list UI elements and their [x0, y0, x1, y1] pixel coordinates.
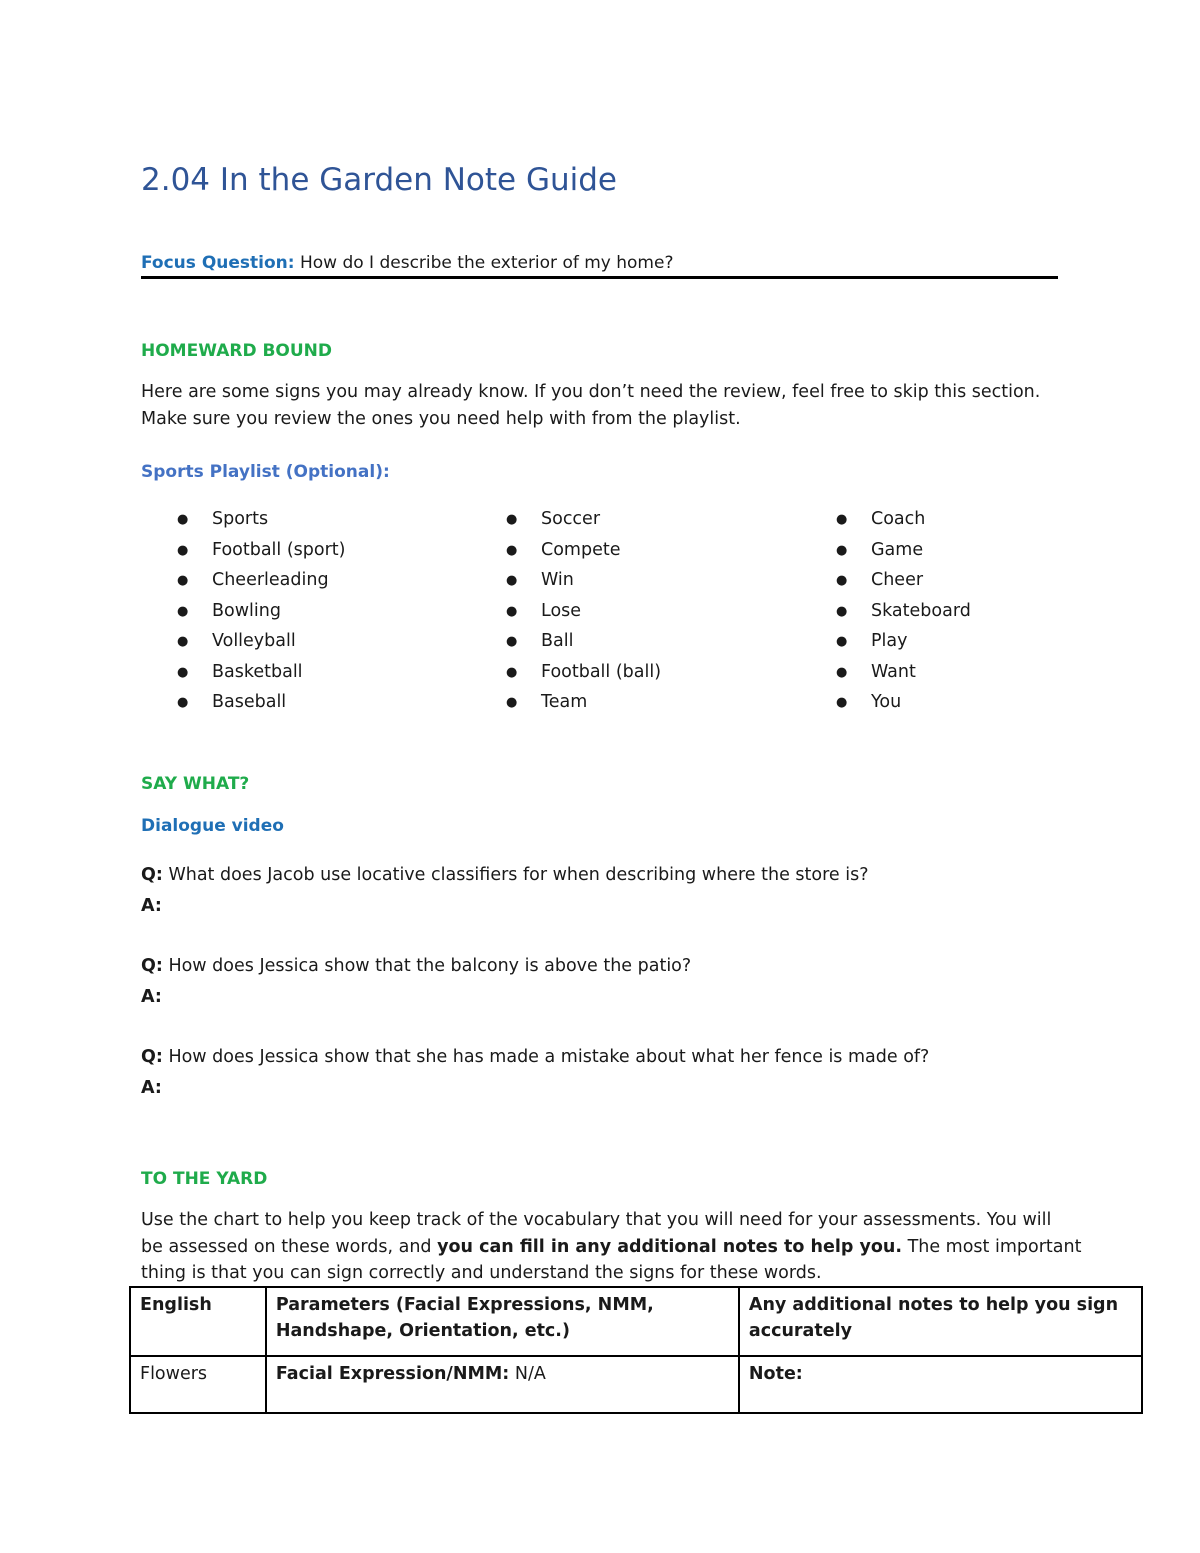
list-item: ● Soccer [506, 509, 601, 529]
answer-label: A: [141, 987, 162, 1007]
bullet-icon: ● [836, 695, 848, 710]
bullet-icon: ● [836, 512, 848, 527]
list-item: ● Baseball [177, 692, 287, 712]
answer-label: A: [141, 896, 162, 916]
bullet-icon: ● [177, 634, 189, 649]
focus-question-text: How do I describe the exterior of my home? [294, 253, 674, 273]
bullet-icon: ● [177, 664, 189, 680]
question-label: Q: [141, 1047, 163, 1067]
bullet-icon: ● [836, 542, 848, 558]
sports-playlist-link[interactable]: Sports Playlist (Optional): [141, 462, 390, 482]
vocab-list-column-2 [470, 509, 661, 723]
homeward-paragraph-line1: Here are some signs you may already know. If you don’t need the review, feel free to skip this section. [141, 382, 1041, 402]
list-item: ● Football (ball) [506, 661, 662, 682]
table-header-row [130, 1287, 1142, 1356]
question-text: How does Jessica show that she has made a mistake about what her fence is made of? [162, 1047, 930, 1067]
vocab-list-column-1 [141, 509, 345, 723]
list-item: ● Basketball [177, 661, 303, 682]
bullet-icon: ● [177, 603, 189, 619]
bullet-icon: ● [506, 695, 518, 710]
table-row [130, 1356, 1142, 1413]
list-item: ● Cheerleading [177, 570, 329, 590]
answer-1[interactable] [141, 896, 162, 916]
column-header-notes: Any additional notes to help you sign accurately [739, 1287, 1142, 1356]
question-2 [141, 956, 691, 976]
answer-label: A: [141, 1078, 162, 1098]
bullet-icon: ● [836, 634, 848, 649]
column-header-parameters: Parameters (Facial Expressions, NMM, Handshape, Orientation, etc.) [266, 1287, 739, 1356]
cell-english: Flowers [130, 1356, 266, 1413]
list-item: ● Cheer [836, 570, 924, 590]
section-heading-to-the-yard: TO THE YARD [141, 1169, 268, 1189]
focus-question-label: Focus Question: [141, 253, 295, 273]
answer-3[interactable] [141, 1078, 162, 1098]
yard-paragraph-line1: Use the chart to help you keep track of the vocabulary that you will need for your assessments. You will [141, 1210, 1052, 1230]
bullet-icon: ● [506, 512, 518, 527]
list-item: ● Bowling [177, 600, 281, 621]
vocabulary-table [129, 1286, 1143, 1414]
bullet-icon: ● [836, 603, 848, 619]
cell-notes[interactable]: Note: [739, 1356, 1142, 1413]
dialogue-video-link[interactable]: Dialogue video [141, 816, 284, 836]
yard-paragraph-line3: thing is that you can sign correctly and understand the signs for these words. [141, 1263, 822, 1283]
bullet-icon: ● [177, 695, 189, 710]
question-label: Q: [141, 865, 163, 885]
question-3 [141, 1047, 929, 1067]
cell-parameters[interactable]: Facial Expression/NMM: N/A [266, 1356, 739, 1413]
bullet-icon: ● [177, 542, 189, 558]
question-label: Q: [141, 956, 163, 976]
list-item: ● Game [836, 539, 924, 560]
list-item: ● Coach [836, 509, 926, 529]
list-item: ● Football (sport) [177, 539, 346, 560]
bullet-icon: ● [506, 664, 518, 680]
page-title: 2.04 In the Garden Note Guide [141, 162, 617, 198]
list-item: ● Sports [177, 509, 269, 529]
bullet-icon: ● [177, 573, 189, 588]
section-heading-say-what: SAY WHAT? [141, 774, 250, 794]
bullet-icon: ● [506, 603, 518, 619]
focus-question [141, 253, 673, 273]
bullet-icon: ● [506, 634, 518, 649]
homeward-paragraph-line2: Make sure you review the ones you need help with from the playlist. [141, 409, 741, 429]
bullet-icon: ● [506, 573, 518, 588]
question-1 [141, 865, 869, 885]
list-item: ● Team [506, 692, 588, 712]
list-item: ● Ball [506, 631, 574, 651]
bullet-icon: ● [836, 573, 848, 588]
list-item: ● Volleyball [177, 631, 296, 651]
focus-divider [141, 276, 1058, 279]
list-item: ● Compete [506, 539, 621, 560]
section-heading-homeward-bound: HOMEWARD BOUND [141, 341, 333, 361]
question-text: How does Jessica show that the balcony is above the patio? [162, 956, 692, 976]
bullet-icon: ● [177, 512, 189, 527]
list-item: ● Play [836, 631, 908, 651]
list-item: ● Win [506, 570, 574, 590]
answer-2[interactable] [141, 987, 162, 1007]
question-text: What does Jacob use locative classifiers for when describing where the store is? [162, 865, 869, 885]
bullet-icon: ● [836, 664, 848, 680]
list-item: ● Lose [506, 600, 582, 621]
list-item: ● Want [836, 661, 916, 682]
column-header-english: English [130, 1287, 266, 1356]
list-item: ● You [836, 692, 902, 712]
yard-paragraph-line2: be assessed on these words, and you can fill in any additional notes to help you. The most important [141, 1237, 1082, 1257]
list-item: ● Skateboard [836, 600, 971, 621]
vocab-list-column-3 [800, 509, 971, 723]
bullet-icon: ● [506, 542, 518, 558]
